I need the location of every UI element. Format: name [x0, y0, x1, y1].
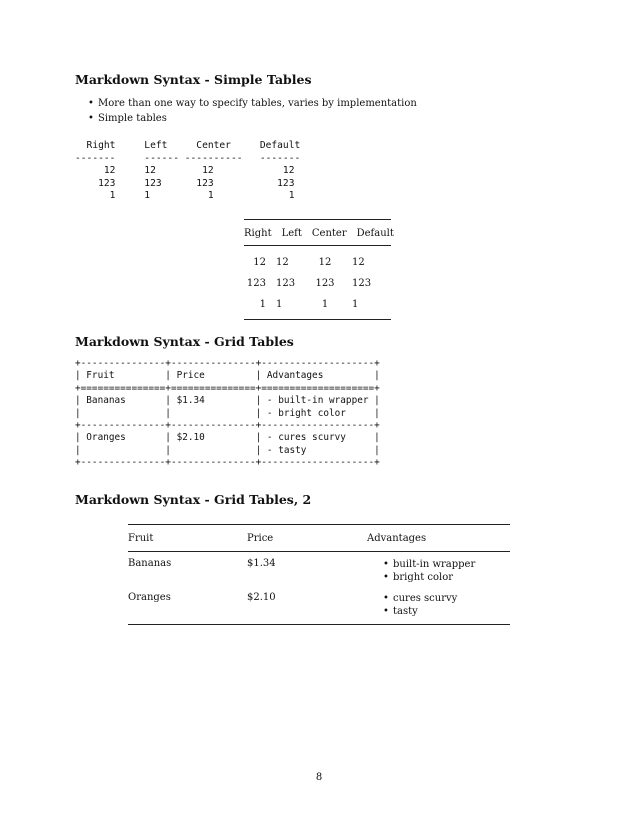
- table-row: [128, 552, 510, 588]
- table-cell: 12: [318, 257, 332, 268]
- table-cell: 1: [321, 299, 329, 310]
- cell-price: $2.10: [247, 592, 276, 603]
- advantage-item: • tasty: [367, 605, 510, 618]
- bullet-list: [88, 96, 417, 126]
- table-cell: 1: [276, 299, 283, 310]
- table-row: [128, 588, 510, 624]
- bullet-item: • More than one way to specify tables, varies by implementation: [88, 96, 417, 111]
- table-cell: 12: [352, 257, 365, 268]
- table-cell: 123: [246, 278, 266, 289]
- section-heading-grid-tables-2: Markdown Syntax - Grid Tables, 2: [75, 492, 312, 507]
- table-cell: 123: [315, 278, 335, 289]
- rendered-simple-table: [244, 219, 394, 320]
- header-right: Right: [244, 228, 272, 239]
- grid-table-code-block: +---------------+---------------+--------------------+ | Fruit | Price | Advantages | +===============+===============+====================+ | Bananas | $1.34 | - built-in wrapper | | | | - bright color | +---------------+---------------+--------------------+ | Oranges | $2.10 | - cures scurvy | | | | - tasty | +---------------+---------------+--------------------+: [75, 358, 380, 469]
- table-cell: 12: [253, 257, 266, 268]
- cell-fruit: Oranges: [128, 592, 171, 603]
- rendered-grid-table: [128, 524, 510, 625]
- section-heading-grid-tables: Markdown Syntax - Grid Tables: [75, 334, 294, 349]
- cell-advantages: [367, 558, 510, 588]
- simple-table-code-block: Right Left Center Default ------- ------ ---------- ------- 12 12 12 12 123 123 123 123 1 1 1 1: [75, 140, 301, 201]
- bullet-item: • Simple tables: [88, 111, 417, 126]
- advantage-item: • built-in wrapper: [367, 558, 510, 571]
- table-bottom-rule: [244, 319, 391, 320]
- table-cell: 1: [352, 299, 359, 310]
- table-cell: 123: [352, 278, 372, 289]
- advantage-item: • bright color: [367, 571, 510, 584]
- header-left: Left: [281, 228, 302, 239]
- advantage-item: • cures scurvy: [367, 592, 510, 605]
- cell-advantages: [367, 592, 510, 624]
- cell-price: $1.34: [247, 558, 276, 569]
- table-header-row: [128, 525, 510, 551]
- header-price: Price: [247, 533, 274, 544]
- header-advantages: Advantages: [367, 533, 427, 544]
- header-center: Center: [311, 228, 347, 239]
- table-cell: 12: [276, 257, 289, 268]
- cell-fruit: Bananas: [128, 558, 172, 569]
- table-bottom-rule: [128, 624, 510, 625]
- section-heading-simple-tables: Markdown Syntax - Simple Tables: [75, 72, 312, 87]
- header-fruit: Fruit: [128, 533, 154, 544]
- page-number: 8: [315, 772, 323, 783]
- header-default: Default: [356, 228, 394, 239]
- table-cell: 1: [259, 299, 266, 310]
- table-cell: 123: [276, 278, 296, 289]
